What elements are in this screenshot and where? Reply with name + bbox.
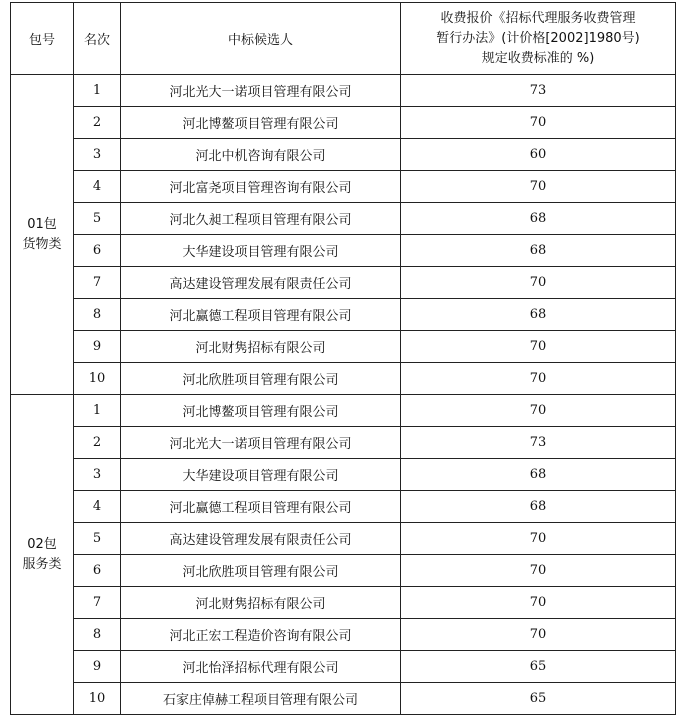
table-row — [11, 459, 676, 491]
candidate-cell: 大华建设项目管理有限公司 — [121, 459, 401, 491]
fee-cell: 70 — [401, 363, 676, 395]
rank-cell: 1 — [74, 395, 121, 427]
rank-cell: 9 — [74, 651, 121, 683]
table-row — [11, 203, 676, 235]
package-code: 02包 — [27, 536, 57, 552]
package-cell — [11, 395, 74, 715]
fee-cell: 70 — [401, 395, 676, 427]
candidate-cell: 高达建设管理发展有限责任公司 — [121, 523, 401, 555]
header-fee-line3: 规定收费标准的 %) — [481, 50, 595, 66]
rank-cell: 7 — [74, 587, 121, 619]
header-package: 包号 — [11, 3, 74, 75]
fee-cell: 68 — [401, 459, 676, 491]
package-code: 01包 — [27, 216, 57, 232]
fee-cell: 65 — [401, 651, 676, 683]
rank-cell: 5 — [74, 203, 121, 235]
candidate-cell: 河北财隽招标有限公司 — [121, 331, 401, 363]
rank-cell: 9 — [74, 331, 121, 363]
package-type: 服务类 — [22, 556, 62, 572]
table-row — [11, 235, 676, 267]
rank-cell: 7 — [74, 267, 121, 299]
fee-cell: 65 — [401, 683, 676, 715]
table-row — [11, 555, 676, 587]
candidate-cell: 河北光大一诺项目管理有限公司 — [121, 75, 401, 107]
candidate-cell: 河北财隽招标有限公司 — [121, 587, 401, 619]
rank-cell: 2 — [74, 107, 121, 139]
header-row — [11, 3, 676, 75]
rank-cell: 6 — [74, 235, 121, 267]
fee-cell: 70 — [401, 331, 676, 363]
fee-cell: 60 — [401, 139, 676, 171]
fee-cell: 73 — [401, 427, 676, 459]
table-row — [11, 107, 676, 139]
table-row — [11, 523, 676, 555]
candidate-cell: 河北赢德工程项目管理有限公司 — [121, 491, 401, 523]
table-row — [11, 427, 676, 459]
rank-cell: 1 — [74, 75, 121, 107]
table-row — [11, 683, 676, 715]
candidate-cell: 河北欣胜项目管理有限公司 — [121, 555, 401, 587]
candidate-cell: 高达建设管理发展有限责任公司 — [121, 267, 401, 299]
table-row — [11, 587, 676, 619]
candidate-cell: 河北赢德工程项目管理有限公司 — [121, 299, 401, 331]
rank-cell: 4 — [74, 491, 121, 523]
candidate-cell: 河北欣胜项目管理有限公司 — [121, 363, 401, 395]
rank-cell: 3 — [74, 459, 121, 491]
rank-cell: 4 — [74, 171, 121, 203]
candidate-cell: 河北久昶工程项目管理有限公司 — [121, 203, 401, 235]
fee-cell: 70 — [401, 267, 676, 299]
candidate-cell: 河北光大一诺项目管理有限公司 — [121, 427, 401, 459]
fee-cell: 68 — [401, 235, 676, 267]
fee-cell: 68 — [401, 299, 676, 331]
candidate-table — [10, 2, 676, 715]
rank-cell: 3 — [74, 139, 121, 171]
table-row — [11, 651, 676, 683]
fee-cell: 70 — [401, 619, 676, 651]
table-row — [11, 331, 676, 363]
header-fee — [401, 3, 676, 75]
fee-cell: 70 — [401, 587, 676, 619]
candidate-cell: 大华建设项目管理有限公司 — [121, 235, 401, 267]
candidate-cell: 河北怡泽招标代理有限公司 — [121, 651, 401, 683]
fee-cell: 70 — [401, 107, 676, 139]
table-row — [11, 139, 676, 171]
rank-cell: 10 — [74, 683, 121, 715]
rank-cell: 10 — [74, 363, 121, 395]
fee-cell: 70 — [401, 171, 676, 203]
fee-cell: 70 — [401, 523, 676, 555]
header-fee-line2: 暂行办法》(计价格[2002]1980号) — [436, 30, 640, 46]
candidate-cell: 河北中机咨询有限公司 — [121, 139, 401, 171]
table-row — [11, 619, 676, 651]
fee-cell: 73 — [401, 75, 676, 107]
candidate-cell: 河北博鳌项目管理有限公司 — [121, 107, 401, 139]
table-row — [11, 363, 676, 395]
candidate-cell: 石家庄倬赫工程项目管理有限公司 — [121, 683, 401, 715]
rank-cell: 6 — [74, 555, 121, 587]
fee-cell: 70 — [401, 555, 676, 587]
table-row — [11, 267, 676, 299]
fee-cell: 68 — [401, 491, 676, 523]
rank-cell: 8 — [74, 619, 121, 651]
table-row — [11, 395, 676, 427]
header-candidate: 中标候选人 — [121, 3, 401, 75]
fee-cell: 68 — [401, 203, 676, 235]
candidate-cell: 河北富尧项目管理咨询有限公司 — [121, 171, 401, 203]
header-fee-line1: 收费报价《招标代理服务收费管理 — [440, 10, 636, 26]
table-row — [11, 171, 676, 203]
rank-cell: 2 — [74, 427, 121, 459]
package-cell — [11, 75, 74, 395]
package-type: 货物类 — [22, 236, 62, 252]
candidate-cell: 河北博鳌项目管理有限公司 — [121, 395, 401, 427]
rank-cell: 8 — [74, 299, 121, 331]
header-rank: 名次 — [74, 3, 121, 75]
table-row — [11, 491, 676, 523]
table-row — [11, 75, 676, 107]
candidate-cell: 河北正宏工程造价咨询有限公司 — [121, 619, 401, 651]
table-row — [11, 299, 676, 331]
rank-cell: 5 — [74, 523, 121, 555]
